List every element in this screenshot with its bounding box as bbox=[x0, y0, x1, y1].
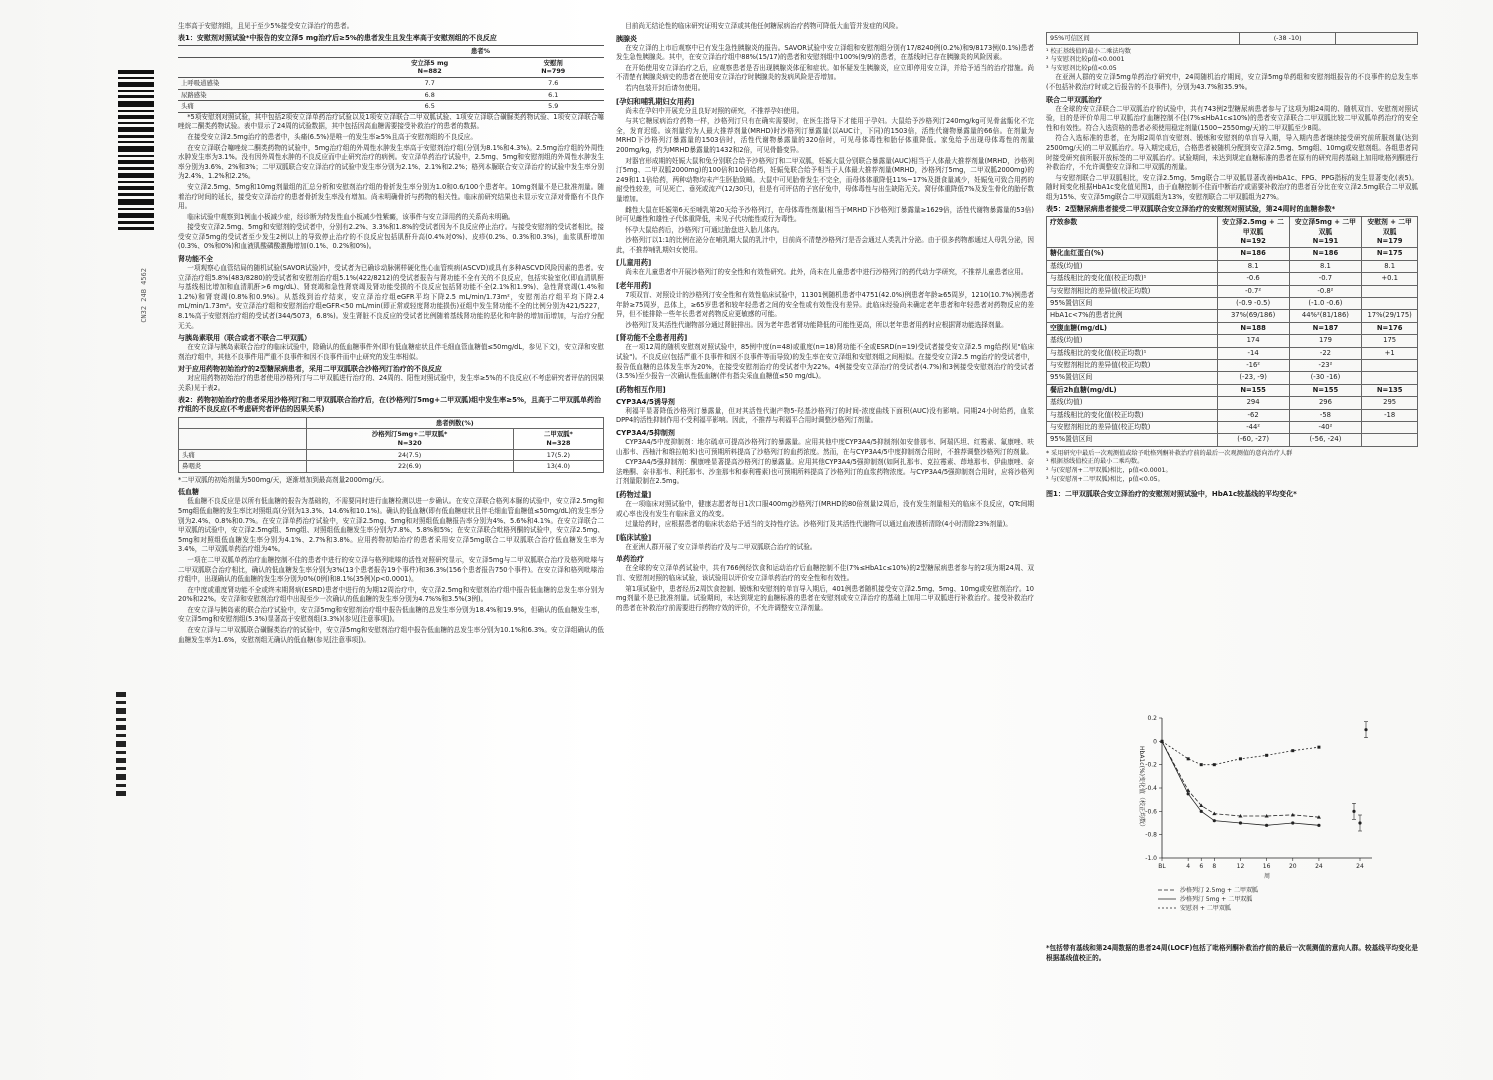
section-heading: [药物过量] bbox=[616, 489, 652, 499]
section-heading: [药物相互作用] bbox=[616, 384, 666, 394]
subsection-heading: 单药治疗 bbox=[616, 555, 644, 564]
table-row: 糖化血红蛋白(%) N=186 N=186 N=175 bbox=[1047, 248, 1418, 260]
x-tick-label: BL bbox=[1158, 863, 1166, 870]
endpoint-point bbox=[1358, 821, 1361, 824]
paragraph: 在安立泽与二甲双胍联合磺脲类治疗的试验中，安立泽5mg和安慰剂治疗组中报告低血糖的总发生率分别为10.1%和6.3%。安立泽组确认的低血糖发生率为1.6%，安慰剂组无确认的低血糖(参见[注意事项])。 bbox=[178, 626, 604, 644]
x-tick-label: 24 bbox=[1356, 863, 1364, 870]
table-row: 鼻咽炎 22(6.9) 13(4.0) bbox=[179, 461, 604, 473]
paragraph: 7项双盲、对照设计的沙格列汀安全性和有效性临床试验中，11301例随机患者中4751(42.0%)例患者年龄≥65周岁，1210(10.7%)例患者年龄≥75周岁，总体上，≥65岁患者和较年轻患者之间的安全性或有效性没有差异。此临床经验尚未确定老年患者和年轻患者对药物反应的差异，但不能排除一些年长患者对药物反应更敏感的可能。 bbox=[616, 291, 1034, 319]
margin-marks bbox=[116, 692, 126, 796]
paragraph: CYP3A4/5中度抑制剂：地尔硫卓可提高沙格列汀的暴露量。应用其他中度CYP3A4/5抑制剂(如安普那韦、阿瑞匹坦、红霉素、氟康唑、呋山那韦、西柚汁和维拉帕米)也可预期所料提高了沙格列汀的血药浓度。然而，在与CYP3A4/5中度抑制剂合用时，不推荐调整沙格列汀的剂量。 bbox=[616, 438, 1034, 456]
paragraph: 在中度或重度肾功能不全或终末期肾病(ESRD)患者中进行的为期12周治疗中，安立泽2.5mg和安慰剂治疗组中报告低血糖的总发生率分别为20%和22%。安立泽和安慰剂治疗组中出现至少一次确认的低血糖的发生率分别为4.7%%和3.5%(3例)。 bbox=[178, 585, 604, 604]
table-row: 头痛 24(7.5) 17(5.2) bbox=[179, 449, 604, 461]
paragraph: 生率高于安慰剂组，且见于至少5%接受安立泽治疗的患者。 bbox=[178, 22, 354, 30]
paragraph: 目前尚无结论性的临床研究证明安立泽或其他任何糖尿病治疗药物可降低大血管并发症的风险。 bbox=[625, 22, 903, 30]
section-heading: [儿童用药] bbox=[616, 258, 652, 268]
table-row: 与基线相比的变化值(校正均数)¹ -14 -22 +1 bbox=[1047, 347, 1418, 359]
endpoint-point bbox=[1364, 728, 1367, 731]
subsection-heading: CYP3A4/5抑制剂 bbox=[616, 429, 675, 437]
paragraph: 在亚洲人群开展了安立泽单药治疗及与二甲双胍联合治疗的试验。 bbox=[625, 542, 817, 551]
table-row: 95%置信区间 (-60, -27) (-56, -24) bbox=[1047, 434, 1418, 446]
section-heading: [临床试验] bbox=[616, 532, 652, 542]
data-point bbox=[1200, 763, 1203, 766]
figure-note: *包括带有基线和第24周数据的患者24周(LOCF)包括了吡格列酮补救治疗前的最后一次观测值的意向人群。较基线平均变化是根据基线值校正的。 bbox=[1046, 944, 1418, 962]
table-row: 与基线相比的变化值(校正均数)¹ -0.6 -0.7 +0.1 bbox=[1047, 273, 1418, 285]
paragraph: 在安立泽与胰岛素联合治疗的临床试验中，除确认的低血糖事件外(即有低血糖症状且伴毛细血管血糖值≤50mg/dL，参见下文)，安立泽和安慰剂治疗组中，其他不良事件用严重不良事件和因不良事件而中止研究的发生率相似。 bbox=[178, 343, 604, 361]
footnote: * 采用研究中最后一次观测值或给予吡格列酮补救治疗前的最后一次观测值的意向治疗人群 bbox=[1046, 449, 1293, 457]
data-point bbox=[1200, 810, 1203, 813]
data-point bbox=[1291, 749, 1294, 752]
section-heading: 与胰岛素联用（联合或者不联合二甲双胍） bbox=[178, 334, 311, 343]
data-point bbox=[1187, 792, 1190, 795]
section-heading: [肾功能不全患者用药] bbox=[616, 333, 688, 343]
footnote: ¹ 校正基线值的最小二乘法均数 bbox=[1046, 47, 1131, 55]
paragraph: 与安慰剂联合二甲双胍相比，安立泽2.5mg、5mg联合二甲双胍显著改善HbA1c、FPG、PPG指标的发生显著变化(表5)。随时间变化根据HbA1c变化值见图1，由于血糖控制不佳而中断治疗或需要补救治疗的患者百分比在安立泽2.5mg联合二甲双胍组为15%、安立泽5mg联合二甲双胍组为13%，安慰剂联合二甲双胍组为27%。 bbox=[1046, 173, 1418, 201]
footnote: ² 与安慰剂比较p值<0.0001 bbox=[1046, 56, 1125, 64]
x-tick-label: 24 bbox=[1315, 863, 1323, 870]
x-axis-label: 周 bbox=[1263, 873, 1271, 880]
paragraph: 一项在二甲双胍单药治疗血糖控制不佳的患者中进行的安立泽与格列吡嗪的活性对照研究显示，安立泽5mg与二甲双胍联合治疗及格列吡嗪与二甲双胍联合治疗相比，确认的低血糖发生率分别为3%(13个患者报告19个事件)和36.3%(156个患者报告750个事件)。在安立泽和格列吡嗪治疗组中，出现确认的低血糖的发生率分别为0%(0例)和8.1%(35例)(p<0.0001)。 bbox=[178, 555, 604, 584]
paragraph: 在安立泽的上市后观察中已有发生急性胰腺炎的报告。SAVOR试验中安立泽组和安慰剂组分别有17/8240例(0.2%)和9/8173例(0.1%)患者发生急性胰腺炎。其中，在安立泽治疗组中88%(15/17)的患者和安慰剂组中100%(9/9)的患者，在基线时已存在胰腺炎的风险因素。 bbox=[616, 43, 1034, 62]
data-point bbox=[1265, 824, 1268, 827]
table2 bbox=[178, 417, 604, 473]
table1 bbox=[178, 45, 604, 113]
paragraph: 在一项12周的随机安慰剂对照试验中，85例中度(n=48)或重度(n=18)肾功能不全或ESRD(n=19)受试者接受安立泽2.5 mg给药(见"临床试验")。不良反应(包括严重不良事件和因不良事件等而导致)的发生率在安立泽组和安慰剂组之间相似。在接受安立泽2.5 mg治疗的受试者中，报告低血糖的总体发生率为20%，在接受安慰剂治疗的受试者中为22%。4例接受安立泽治疗的受试者(4.7%)和3例接受安慰剂治疗的受试者(3.5%)至少报告一次确认性低血糖(伴有指尖采血血糖值≤50 mg/dL)。 bbox=[616, 343, 1034, 381]
section-heading: 胰腺炎 bbox=[616, 34, 637, 43]
table1-col1: 安立泽5 mg N=882 bbox=[357, 57, 503, 77]
paragraph: 一项观察心血管结局的随机试验(SAVOR试验)中，受试者为已确诊动脉粥样硬化性心血管疾病(ASCVD)或具有多种ASCVD风险因素的患者。安立泽治疗组5.8%(483/8280)的受试者和安慰剂治疗组5.1%(422/8212)的受试者报告与肾功能不全有关的不良反应，包括实验室化(即血清肌酐与基线相比增加和血清肌酐>6 mg/dL)、肾衰竭和急性肾衰竭及肾功能受损的不良反应包括肾功能不全(2.1%和1.9%)、急性肾衰竭(1.4%和1.2%)和肾衰竭(0.8%和0.9%)。从基线到治疗结束，安立泽治疗组eGFR平均下降2.5 mL/min/1.73m²，安慰剂治疗组平均下降2.4 mL/min/1.73m²。安立泽治疗组和安慰剂治疗组eGFR<50 mL/min(即正常或轻度肾功能损伤)亚组中发生肾功能不全的比例分别为421/5227，8.1%高于安慰剂治疗组的受试者(344/5073，6.8%)。发生肾脏不良反应的受试者比例随着基线肾功能的恶化和年龄的增加而增加，与治疗分配无关。 bbox=[178, 264, 604, 330]
y-tick-label: 0.2 bbox=[1147, 715, 1157, 722]
section-heading: [孕妇和哺乳期妇女用药] bbox=[616, 96, 695, 106]
data-point bbox=[1187, 757, 1190, 760]
x-tick-label: 4 bbox=[1186, 863, 1191, 870]
paragraph: CYP3A4/5强抑制剂：酮康唑显著提高沙格列汀的暴露量。应用其他CYP3A4/5强抑制剂(如阿扎那韦、克拉霉素、茚地那韦、伊曲康唑、奈法唑酮、奈非那韦、利托那韦、沙奎那韦和泰利霉素)也可预期所料提高了沙格列汀的血浆药物浓度。与CYP3A4/5强抑制剂合用时，应将沙格列汀剂量限制在2.5mg。 bbox=[616, 458, 1034, 486]
section-heading: 低血糖 bbox=[178, 488, 199, 497]
data-point bbox=[1291, 821, 1294, 824]
table-row: 上呼吸道感染 7.7 7.6 bbox=[178, 77, 604, 89]
y-tick-label: -0.2 bbox=[1145, 761, 1157, 769]
paragraph: *5项安慰剂对照试验，其中包括2项安立泽单药治疗试验以及1项安立泽联合二甲双胍试验、1项安立泽联合磺脲类药物试验、1项安立泽联合噻唑烷二酮类药物试验。表中显示了24周的试验数据，其中包括因高血糖需要接受补救治疗的患者的数据。 bbox=[178, 112, 604, 131]
footnote: ³ 与安慰剂比较p值<0.05 bbox=[1046, 64, 1117, 72]
table-row: 与安慰剂相比的差异值(校正均数) -16² -23² bbox=[1047, 359, 1418, 371]
paragraph: 过量给药时，应根据患者的临床状态给予适当的支持性疗法。沙格列汀及其活性代谢物可以通过血液透析清除(4小时清除23%剂量)。 bbox=[625, 520, 1012, 529]
paragraph: 在一项临床对照试验中，健康志愿者每日1次口服400mg沙格列汀(MRHD的80倍剂量)2周后，没有发生剂量相关的临床不良反应，QTc间期或心率也没有发生有临床意义的改变。 bbox=[616, 499, 1034, 518]
series-line bbox=[1162, 741, 1319, 817]
paragraph: 雌性大鼠在妊娠第6天至哺乳第20天给予沙格列汀，在母体毒性剂量(相当于MRHD下沙格列汀暴露量≥1629倍，活性代谢物暴露量的53倍)时可见雌性和雄性子代体重降低，未见子代功能性或行为毒性。 bbox=[616, 205, 1034, 224]
table-row: 95%置信区间 (-0.9 -0.5) (-1.0 -0.6) bbox=[1047, 297, 1418, 309]
table5-col3: 安慰剂 + 二甲双胍 N=179 bbox=[1362, 217, 1418, 248]
paragraph: 在安立泽联合噻唑烷二酮类药物的试验中，5mg治疗组的外周性水肿发生率高于安慰剂治疗组(分别为8.1%和4.3%)。2.5mg治疗组的外周性水肿发生率为3.1%。没有因外周性水肿的不良反应而中止研究治疗的病例。安立泽单药治疗试验中，2.5mg、5mg和安慰剂组的外周性水肿发生率分别为3.6%、2%和3%；二甲双胍联合安立泽治疗的试验中发生率分别为2.1%、2.1%和2.2%；格列本脲联合安立泽治疗的试验中发生率分别为2.4%、1.2%和2.2%。 bbox=[178, 143, 604, 181]
table1-col2: 安慰剂 N=799 bbox=[502, 57, 604, 77]
data-point bbox=[1213, 819, 1216, 822]
legend-label: 沙格列汀 2.5mg + 二甲双胍 bbox=[1180, 887, 1258, 894]
paragraph: 沙格列汀以1:1的比例在泌分在哺乳期大鼠的乳汁中，目前尚不清楚沙格列汀是否会通过人类乳汁分泌。由于很多药物都通过人母乳分泌，因此，不推荐哺乳期妇女使用。 bbox=[616, 236, 1034, 254]
column-left bbox=[178, 22, 604, 1072]
data-point bbox=[1213, 763, 1216, 766]
paragraph: 在开始使用安立泽治疗之后，应观察患者是否出现胰腺炎体征和症状。如怀疑发生胰腺炎，应立即停用安立泽，并给予适当的治疗措施。尚不清楚有胰腺炎病史的患者在使用安立泽治疗时胰腺炎的发病风险是否增加。 bbox=[616, 63, 1034, 82]
table5-col2: 安立泽5mg + 二甲双胍 N=191 bbox=[1289, 217, 1362, 248]
y-tick-label: -0.8 bbox=[1145, 831, 1157, 839]
table2-caption: 表2：药物初始治疗的患者采用沙格列汀和二甲双胍联合治疗后，在(沙格列汀5mg+二甲双胍)组中发生率≥5%，且高于二甲双胍单药治疗组的不良反应(不考虑研究者评估的因果关系) bbox=[178, 395, 602, 414]
series-line bbox=[1162, 741, 1319, 825]
table-row: 基线(均值) 294 296 295 bbox=[1047, 397, 1418, 409]
table4-tail bbox=[1046, 32, 1418, 45]
paragraph: 接受安立泽2.5mg、5mg和安慰剂的受试者中，分别有2.2%、3.3%和1.8%的受试者因为不良反应停止治疗。与接受安慰剂的受试者相比，接受安立泽5mg的受试者至少发生2例以上的导致停止治疗的不良反应包括肌酐升高(0.4%对0%)、皮疹(0.2%、0.3%和0.3%)，血浆肌酐增加(0.3%、0%和0%)和血液肌酸磷酸激酶增加(0.1%、0.2%和0%)。 bbox=[178, 223, 604, 251]
chart-svg bbox=[1052, 704, 1412, 940]
data-point bbox=[1317, 824, 1320, 827]
barcode-icon bbox=[118, 70, 154, 230]
section-heading: 联合二甲双胍治疗 bbox=[1046, 95, 1102, 104]
x-tick-label: 16 bbox=[1262, 863, 1271, 870]
footnote: ³ 与(安慰剂+二甲双胍)相比，p值<0.05。 bbox=[1046, 475, 1164, 483]
section-heading: 对于应用药物初始治疗的2型糖尿病患者，采用二甲双胍联合沙格列汀治疗的不良反应 bbox=[178, 365, 442, 374]
table-row: 头痛 6.5 5.9 bbox=[178, 101, 604, 113]
table-row: 与基线相比的变化值(校正均数) -62 -58 -18 bbox=[1047, 409, 1418, 421]
paragraph: 对器官形成期的妊娠大鼠和兔分别联合给予沙格列汀和二甲双胍，妊娠大鼠分别联合暴露量(AUC)相当于人体最大推荐剂量(MRHD，沙格列汀5mg、二甲双胍2000mg)的100倍和10倍给药，妊娠兔联合给予相当于人体最大推荐剂量(MRHD，沙格列汀5mg，二甲双胍2000mg)的249和1.1倍给药，两种动物均未产生胚胎致畸。大鼠中可见胎骨发生不完全，而母体体重降低11%~17%及摄食量减少，妊娠兔可致合用药的耐受性较差，可见死亡、垂死或流产(12/30只)，但是有可评估的子宫仔兔中，母体毒性与出生缺陷无关。窝仔体重降低7%及发生骨化的胎仔数量增加。 bbox=[616, 156, 1034, 203]
footnote: ² 与(安慰剂+二甲双胍)相比，p值<0.0001。 bbox=[1046, 467, 1172, 474]
figure1-caption: 图1：二甲双胍联合安立泽治疗的安慰剂对照试验中，HbA1c较基线的平均变化* bbox=[1046, 490, 1297, 499]
paragraph: 利福平显著降低沙格列汀暴露量，但对其活性代谢产物5-羟基沙格列汀的时间-浓度曲线下面积(AUC)没有影响。同期24小时给药，血浆DPP4的活性抑制作用不受利福平影响。因此，不推荐与利福平合用时调整沙格列汀剂量。 bbox=[616, 406, 1034, 425]
paragraph: 在全球的安立泽单药试验中，共有766例经饮食和运动治疗后血糖控制不佳(7%≤HbA1c≤10%)的2型糖尿病患者参与的2项为期24周、双盲、安慰剂对照的临床试验，该试验用以评价安立泽单药治疗的安全性和有效性。 bbox=[616, 564, 1034, 582]
paragraph: 在安立泽与胰岛素的联合治疗试验中，安立泽5mg和安慰剂治疗组中报告低血糖的总发生率分别为18.4%和19.9%，但确认的低血糖发生率，安立泽5mg和安慰剂组(5.3%)显著高于安慰剂组(3.3%)(参见[注意事项])。 bbox=[178, 605, 604, 624]
paragraph: 临床试验中观察到1例血小板减少症，经诊断为特发性血小板减少性紫癜，该事件与安立泽用药的关系尚未明确。 bbox=[187, 212, 515, 221]
legend-label: 沙格列汀 5mg + 二甲双胍 bbox=[1180, 896, 1253, 903]
table-row: 与安慰剂相比的差异值(校正均数) -0.7² -0.8² bbox=[1047, 285, 1418, 297]
table-row: 基线(均值) 174 179 175 bbox=[1047, 335, 1418, 347]
data-point bbox=[1161, 740, 1164, 743]
legend-label: 安慰剂 + 二甲双胍 bbox=[1180, 905, 1231, 912]
paragraph: 对应用药物初始治疗的患者使用沙格列汀与二甲双胍进行治疗的、24周的、阳性对照试验中，发生率≥5%的不良反应(不考虑研究者评估的因果关系)见于表2。 bbox=[178, 374, 604, 392]
table5-caption: 表5：2型糖尿病患者接受二甲双胍联合安立泽治疗的安慰剂对照试验，第24周时的血糖参数* bbox=[1046, 204, 1336, 213]
footnote: *二甲双胍的初始剂量为500mg/天，逐渐增加到最高剂量2000mg/天。 bbox=[178, 475, 388, 484]
table-row: 空腹血糖(mg/dL) N=188 N=187 N=176 bbox=[1047, 322, 1418, 334]
table1-caption: 表1：安慰剂对照试验*中报告的安立泽5 mg治疗后≥5%的患者发生且发生率高于安慰剂组的不良反应 bbox=[178, 33, 497, 42]
y-tick-label: 0 bbox=[1153, 738, 1157, 746]
paragraph: 在接受安立泽2.5mg治疗的患者中，头痛(6.5%)是唯一的发生率≥5%且高于安慰剂组的不良反应。 bbox=[187, 132, 477, 141]
table-row: 与安慰剂相比的差异值(校正均数) -44² -40² bbox=[1047, 422, 1418, 434]
figure1-chart bbox=[1052, 704, 1412, 940]
data-point bbox=[1239, 757, 1242, 760]
y-tick-label: -0.4 bbox=[1145, 785, 1157, 792]
table2-col2: 二甲双胍* N=328 bbox=[513, 429, 603, 449]
paragraph: 安立泽2.5mg、5mg和10mg剂量组的汇总分析和安慰剂治疗组的骨折发生率分别为1.0和0.6/100个患者年。10mg剂量不是已批准剂量。随着治疗时间的延长，接受安立泽治疗的患者骨折发生率没有增加。尚未明确骨折与药物的相关性。临床前研究结果也未显示安立泽对骨骼有不良作用。 bbox=[178, 182, 604, 211]
paragraph: 在全球的安立泽联合二甲双胍治疗的试验中，共有743例2型糖尿病患者参与了这项为期24周的、随机双盲、安慰剂对照试验，目的是评价单用二甲双胍治疗血糖控制不佳(7%≤HbA1c≤10%)的患者安立泽联合二甲双胍比较二甲双胍单药治疗的安全性和有效性。符合入选资格的患者必须使用稳定剂量(1500~2550mg/天)的二甲双胍至少8周。 bbox=[1046, 104, 1418, 132]
y-tick-label: -1.0 bbox=[1145, 855, 1157, 862]
paragraph: 与其它糖尿病治疗药物一样，沙格列汀只有在确实需要时，在医生指导下才能用于孕妇。大鼠给予沙格列汀240mg/kg可见骨盆骺化不完全，发育迟缓。该剂量约为人最大推荐剂量(MRHD)时沙格列汀暴露量(以AUC计，下同)的1503倍，活性代谢物暴露量的66倍。在剂量为MRHD下沙格列汀暴露量的1503倍时，活性代谢物暴露量的320倍时，可见母体毒性和胎仔体重降低。家兔给予出现母体毒性的剂量200mg/kg，约为MRHD暴露量的1432和2倍，可见骨骼变异。 bbox=[616, 117, 1034, 154]
endpoint-point bbox=[1352, 810, 1355, 813]
x-tick-label: 12 bbox=[1236, 863, 1245, 870]
paragraph: 怀孕大鼠给药后，沙格列汀可通过胎盘进入胎儿体内。 bbox=[625, 225, 784, 234]
section-heading: [老年用药] bbox=[616, 281, 652, 291]
footnote: ¹ 根据基线值校正的最小二乘均数。 bbox=[1046, 458, 1144, 466]
column-middle bbox=[616, 22, 1034, 1072]
paragraph: 沙格列汀及其活性代谢物部分通过肾脏排出。因为老年患者肾功能降低的可能性更高，所以老年患者用药时应根据肾功能选择剂量。 bbox=[625, 320, 1008, 329]
document-code: CN32 24B 4562 bbox=[140, 268, 148, 323]
paragraph: 符合入选标准的患者，在为期2周单盲安慰剂、锻炼和安慰剂的单盲导入期，导入期内患者继续接受研究前所服剂量(达到2500mg/天)的二甲双胍治疗。导入期完成后，合格患者被随机分配到安立泽2.5mg、5mg组、10mg或安慰剂组。各组患者同时接受研究前所服开放标签的二甲双胍治疗。试验期间，未达到规定血糖标准的患者在原有的研究用药基础上加用吡格列酮进行补救治疗，不允许调整安立泽和二甲双胍的剂量。 bbox=[1046, 134, 1418, 172]
paragraph: 若内包装开封后请勿使用。 bbox=[625, 83, 705, 92]
x-tick-label: 8 bbox=[1212, 863, 1217, 870]
y-axis-label: HbA1c(%)变化值（校正均数） bbox=[1138, 746, 1145, 830]
y-tick-label: -0.6 bbox=[1145, 808, 1157, 816]
paragraph: 在亚洲人群的安立泽5mg单药治疗研究中，24周随机治疗期间，安立泽5mg单药组和安慰剂组报告的不良事件的总发生率(不包括补救治疗时或之后报告的不良事件)，分别为43.7%和35.9%。 bbox=[1046, 73, 1418, 91]
table-row: 95%可信区间 (-38 -10) bbox=[1047, 33, 1418, 45]
table2-col1: 沙格列汀5mg+二甲双胍* N=320 bbox=[306, 429, 513, 449]
paragraph: 尚未在孕妇中开展充分且良好对照的研究，不推荐孕妇使用。 bbox=[625, 106, 804, 115]
paragraph: 第1项试验中，患者经历2周饮食控制、锻炼和安慰剂的单盲导入期后，401例患者随机接受安立泽2.5mg、5mg、10mg或安慰剂治疗。10 mg剂量不是已批准剂量。试验期间，未达到规定的血糖标准的患者在安慰剂或安立泽治疗的基础上加用二甲双胍进行补救治疗。接受补救治疗的患者在补救治疗前需要进行药物疗效的评价，不允许调整安立泽剂量。 bbox=[616, 584, 1034, 612]
table-row: 尿路感染 6.8 6.1 bbox=[178, 89, 604, 101]
table-row: 餐后2h血糖(mg/dL) N=155 N=155 N=135 bbox=[1047, 384, 1418, 396]
subsection-heading: CYP3A4/5诱导剂 bbox=[616, 397, 675, 406]
table5: 疗效参数 安立泽2.5mg + 二甲双胍 N=192 安立泽5mg + 二甲双胍 N=191 安慰剂 + 二甲双胍 N=179 糖化血红蛋白(%) N=186 N=186 N=175 基线(均值) 8.1 8.1 8.1 与基线相比的变化值(校正均数)¹ -0.6 -0.7 +0.1 与安慰剂相比的差异值(校正均数) -0.7² -0.8² 95%置信区间 (-0.9 -0.5) (-1.0 -0.6) HbA1c<7%的患者比例 37%(69/186) 44%²(81/186) 17%(29/175) 空腹血糖(mg/dL) N=188 N=187 N=176 基线(均值) 174 179 175 与基线相比的变化值(校正均数)¹ -14 -22 +1 与安慰剂相比的差异值(校正均数) -16² -23² 95%置信区间 (-23, -9) (-30 -16) 餐后2h血糖(mg/dL) N=155 N=155 N=135 基线(均值) 294 296 295 与基线相比的变化值(校正均数) -62 -58 -18 与安慰剂相比的差异值(校正均数) -44² -40² 95%置信区间 (-60, -27) (-56, -24) bbox=[1046, 216, 1418, 447]
section-heading: 肾功能不全 bbox=[178, 255, 213, 264]
table-row: HbA1c<7%的患者比例 37%(69/186) 44%²(81/186) 17%(29/175) bbox=[1047, 310, 1418, 322]
x-tick-label: 20 bbox=[1288, 863, 1297, 870]
table-row: 基线(均值) 8.1 8.1 8.1 bbox=[1047, 260, 1418, 272]
series-line bbox=[1162, 741, 1319, 764]
table2-group-header: 患者例数(%) bbox=[306, 417, 604, 429]
data-point bbox=[1239, 821, 1242, 824]
table1-group-header: 患者% bbox=[357, 46, 604, 58]
paragraph: 低血糖不良反应是以所有低血糖的报告为基础的，不需要同时进行血糖检测以进一步确认。在安立泽联合格列本脲的试验中，安立泽2.5mg和5mg组低血糖的发生率比对照组高(分别为13.3%、14.6%和10.1%)。确认的低血糖(即有低血糖症状且伴毛细血管血糖值≤50mg/dL)的发生率分别为2.4%、0.8%和0.7%。在安立泽单药治疗试验中，安立泽2.5mg、5mg和对照组低血糖报告率分别为4%、5.6%和4.1%。在安立泽联合二甲双胍的试验中，安立泽2.5mg组、5mg组、对照组低血糖发生率分别为7.8%、5.8%和5%；在安立泽联合吡格列酮的试验中，安立泽2.5mg、5mg和对照组低血糖发生率分别为4.1%、2.7%和3.8%。应用药物初始治疗的患者采用安立泽5mg联合二甲双胍联合治疗低血糖发生率为3.4%，二甲双胍单药治疗组为4%。 bbox=[178, 497, 604, 554]
paragraph: 尚未在儿童患者中开展沙格列汀的安全性和有效性研究。此外，尚未在儿童患者中进行沙格列汀的药代动力学研究，不推荐儿童患者应用。 bbox=[625, 268, 1028, 277]
data-point bbox=[1317, 746, 1320, 749]
data-point bbox=[1265, 754, 1268, 757]
table5-col1: 安立泽2.5mg + 二甲双胍 N=192 bbox=[1217, 217, 1289, 248]
table-row: 95%置信区间 (-23, -9) (-30 -16) bbox=[1047, 372, 1418, 384]
x-tick-label: 6 bbox=[1199, 863, 1204, 870]
